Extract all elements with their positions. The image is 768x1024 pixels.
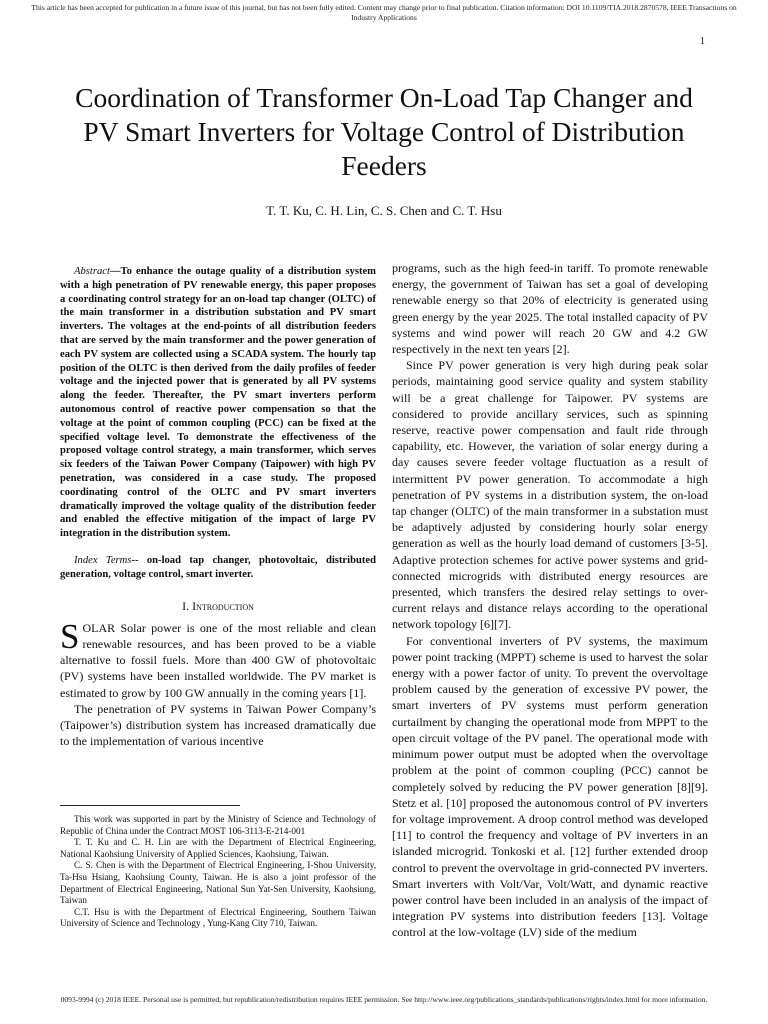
footnote-funding: This work was supported in part by the Ministry of Science and Technology of Republic of China under the Contract MOST 106-3113-E-214-001	[60, 814, 376, 836]
left-column	[60, 265, 376, 749]
right-column	[392, 260, 708, 941]
right-paragraph-1: programs, such as the high feed-in tariff. To promote renewable energy, the government of Taiwan has set a goal of developing renewable energy so that 20% of electricity is generated using green energy by the year 2025. The total installed capacity of PV systems and wind power will reach 20 GW and 4.2 GW respectively in the next ten years [2].	[392, 261, 708, 357]
right-paragraph-2: Since PV power generation is very high during peak solar periods, maintaining good service quality and system stability will be a great challenge for Taipower. PV systems are considered to provide ancillary services, such as spinning reserve, reactive power compensation and fault ride through capability, etc. However, the variation of solar energy during a day causes severe feeder voltage fluctuation as a result of intermittent PV power generation. To accommodate a high penetration of PV systems in a distribution system, the on-load tap changer (OLTC) of the main transformer in a substation must be adaptively adjusted by considering hourly solar energy generation as well as the hourly load demand of customers [3-5]. Adaptive protection schemes for active power systems and grid-connected microgrids with distributed energy resources are presented, which transfers the desired relay settings to over-current relays and distance relays according to the operational network topology [6][7].	[392, 358, 708, 632]
index-terms	[60, 554, 376, 582]
right-paragraph-3: For conventional inverters of PV systems, the maximum power point tracking (MPPT) scheme is used to harvest the solar energy with a power factor of unity. To prevent the overvoltage problem caused by the generation of excessive PV power, the smart inverters of PV systems must perform generation curtailment by changing the operational mode from MPPT to the open circuit voltage of the PV panel. The operational mode with minimum power output must be adopted when the overvoltage problem at the point of common coupling (PCC) cannot be completely solved by reducing the PV power generation [8][9]. Stetz et al. [10] proposed the autonomous control of PV inverters for voltage improvement. A droop control method was developed [11] to control the frequency and voltage of PV inverters in an islanded microgrid. Tonkoski et al. [12] further extended droop control to prevent the overvoltage in grid-connected PV inverters. Smart inverters with Volt/Var, Volt/Watt, and dynamic reactive power control have been included in an analysis of the impact of integration PV systems into distribution feeders [13]. Voltage control at the low-voltage (LV) side of the medium	[392, 633, 709, 940]
index-terms-text: -- on-load tap changer, photovoltaic, distributed generation, voltage control, smart inverter.	[60, 554, 376, 580]
footnote-affiliation-chen: C. S. Chen is with the Department of Electrical Engineering, I-Shou University, Ta-Hsu Hsiang, Kaohsiung County, Taiwan. He is also a joint professor of the Department of Electrical Engineering, National Sun Yat-Sen University, Kaohsiung, Taiwan	[60, 860, 376, 906]
paper-title: Coordination of Transformer On-Load Tap Changer and PV Smart Inverters for Voltage Control of Distribution Feeders	[75, 82, 693, 181]
drop-cap: S	[60, 616, 80, 656]
abstract-label: Abstract	[74, 266, 110, 277]
footnote-divider	[60, 805, 240, 806]
index-terms-label: Index Terms	[74, 554, 132, 566]
intro-paragraph-1	[60, 616, 376, 701]
intro-paragraph-1-text: OLAR Solar power is one of the most reliable and clean renewable resources, and has been proved to be a viable alternative to fossil fuels. More than 400 GW of photovoltaic (PV) systems have been installed worldwide. The PV market is estimated to grow by 100 GW annually in the coming years [1].	[60, 620, 376, 700]
abstract-text: —To enhance the outage quality of a distribution system with a high penetration of PV renewable energy, this paper proposes a coordinating control strategy for an on-load tap changer (OLTC) of the main transformer in a distribution substation and PV smart inverters. The voltages at the end-points of all distribution feeders that are served by the main transformer and the power generation of each PV system are collected using a SCADA system. The hourly tap position of the OLTC is then derived from the daily profiles of feeder voltage and the injected power that is generated by all PV systems along the feeder. Thereafter, the PV smart inverters perform autonomous control of reactive power compensation so that the voltage at the point of common coupling (PCC) can be fixed at the specified voltage level. To demonstrate the effectiveness of the proposed voltage control strategy, a main transformer, which serves six feeders of the Taiwan Power Company (Taipower) with high PV penetration, was considered in a case study. The proposed coordinating control of the OLTC and PV smart inverters dramatically improved the voltage quality of the distribution feeder and enabled the effective mitigation of the impact of large PV integration in the distribution system.	[60, 266, 376, 540]
footnote-affiliation-hsu: C.T. Hsu is with the Department of Electrical Engineering, Southern Taiwan University of Science and Technology , Yung-Kang City 710, Taiwan.	[60, 906, 376, 929]
author-list: T. T. Ku, C. H. Lin, C. S. Chen and C. T. Hsu	[266, 203, 502, 218]
intro-paragraph-2: The penetration of PV systems in Taiwan Power Company’s (Taipower’s) distribution system has increased dramatically due to the implementation of various incentive	[60, 701, 376, 749]
footnote-affiliation-ku-lin: T. T. Ku and C. H. Lin are with the Department of Electrical Engineering, National Kaohsiung University of Applied Sciences, Kaohsiung, Taiwan.	[60, 837, 376, 859]
section-heading-introduction: I. Introduction	[182, 598, 254, 613]
page-number: 1	[700, 36, 705, 47]
copyright-footer: 0093-9994 (c) 2018 IEEE. Personal use is permitted, but republication/redistribution requires IEEE permission. See http://www.ieee.org/publications_standards/publications/rights/index.html for more information.	[60, 995, 708, 1004]
abstract	[60, 265, 376, 541]
journal-header-note: This article has been accepted for publication in a future issue of this journal, but has not been fully edited. Content may change prior to final publication. Citation information: DOI 10.1109/TIA.2018.2870578, IEEE Transactions on Industry Applications	[31, 3, 737, 22]
footnotes	[60, 814, 376, 930]
